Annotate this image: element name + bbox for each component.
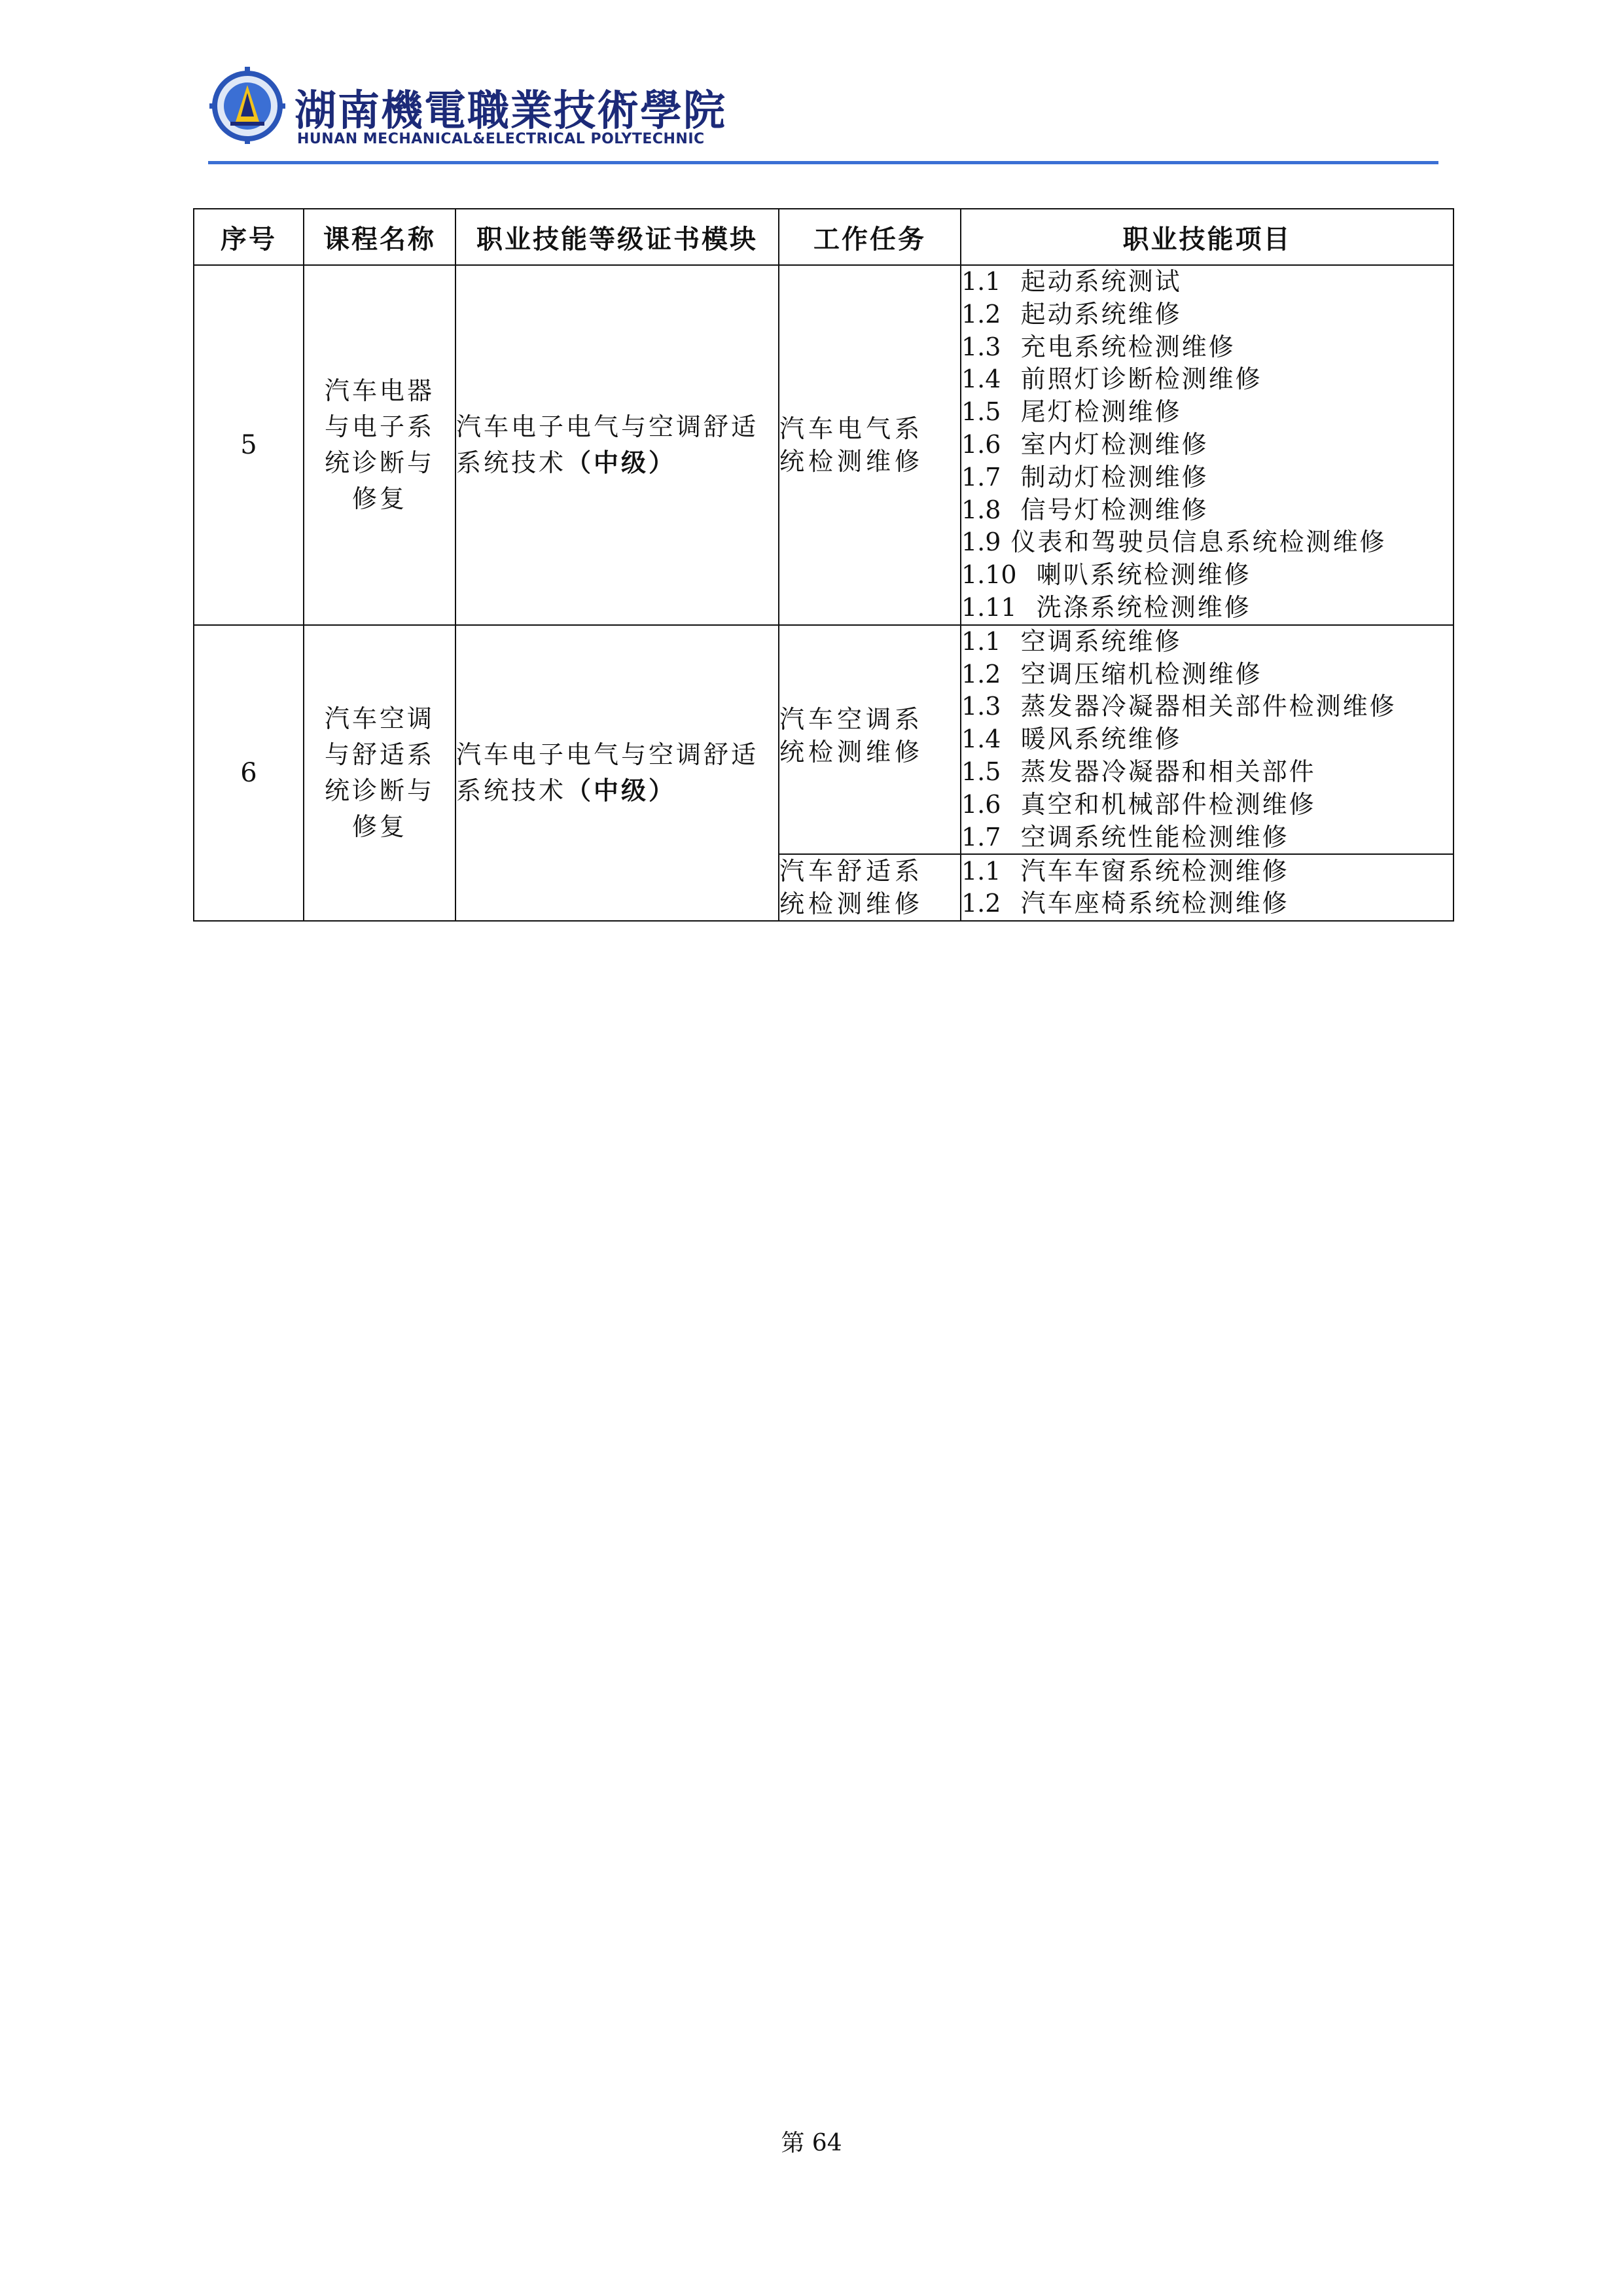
list-item: 1.3 蒸发器冷凝器相关部件检测维修 <box>961 692 1397 721</box>
header-no: 序号 <box>194 209 304 265</box>
list-item: 1.2 汽车座椅系统检测维修 <box>961 889 1289 918</box>
certificate-module: 汽车电子电气与空调舒适系统技术（中级） <box>455 265 779 625</box>
certificate-module: 汽车电子电气与空调舒适系统技术（中级） <box>455 625 779 922</box>
list-item: 1.2 空调压缩机检测维修 <box>961 659 1262 689</box>
work-task: 汽车舒适系 统检测维修 <box>779 854 961 921</box>
school-name-en: HUNAN MECHANICAL&ELECTRICAL POLYTECHNIC <box>297 131 705 147</box>
page-number: 第 64 <box>781 2130 842 2157</box>
course-name: 汽车电器 与电子系 统诊断与 修复 <box>304 265 455 625</box>
header-task: 工作任务 <box>779 209 961 265</box>
list-item: 1.2 起动系统维修 <box>961 299 1182 329</box>
list-item: 1.1 起动系统测试 <box>961 267 1182 296</box>
work-task: 汽车电气系 统检测维修 <box>779 265 961 625</box>
list-item: 1.6 室内灯检测维修 <box>961 429 1209 459</box>
list-item: 1.7 制动灯检测维修 <box>961 462 1209 492</box>
header-module: 职业技能等级证书模块 <box>455 209 779 265</box>
table-row <box>194 625 1454 855</box>
list-item: 1.3 充电系统检测维修 <box>961 332 1236 361</box>
list-item: 1.6 真空和机械部件检测维修 <box>961 789 1316 819</box>
list-item: 1.4 暖风系统维修 <box>961 725 1182 754</box>
skill-list <box>961 265 1454 625</box>
list-item: 1.9 仪表和驾驶员信息系统检测维修 <box>961 528 1387 557</box>
header-course: 课程名称 <box>304 209 455 265</box>
skill-list <box>961 625 1454 855</box>
list-item: 1.5 尾灯检测维修 <box>961 397 1182 427</box>
list-item: 1.1 汽车车窗系统检测维修 <box>961 856 1289 886</box>
table-row <box>194 265 1454 625</box>
list-item: 1.10 喇叭系统检测维修 <box>961 560 1251 590</box>
header-skills: 职业技能项目 <box>961 209 1454 265</box>
list-item: 1.5 蒸发器冷凝器和相关部件 <box>961 757 1316 786</box>
skill-list <box>961 854 1454 921</box>
list-item: 1.1 空调系统维修 <box>961 626 1182 656</box>
course-name: 汽车空调 与舒适系 统诊断与 修复 <box>304 625 455 922</box>
table-header-row <box>194 209 1454 265</box>
school-name-cn: 湖南機電職業技術學院 <box>294 86 726 135</box>
header-divider <box>208 161 1438 164</box>
skills-table <box>193 208 1454 922</box>
list-item: 1.8 信号灯检测维修 <box>961 495 1209 524</box>
work-task: 汽车空调系 统检测维修 <box>779 625 961 855</box>
school-emblem-icon <box>208 65 287 144</box>
row-number: 5 <box>194 265 304 625</box>
list-item: 1.11 洗涤系统检测维修 <box>961 592 1251 622</box>
page-header <box>208 65 1438 170</box>
row-number: 6 <box>194 625 304 922</box>
list-item: 1.4 前照灯诊断检测维修 <box>961 365 1262 394</box>
list-item: 1.7 空调系统性能检测维修 <box>961 822 1289 852</box>
